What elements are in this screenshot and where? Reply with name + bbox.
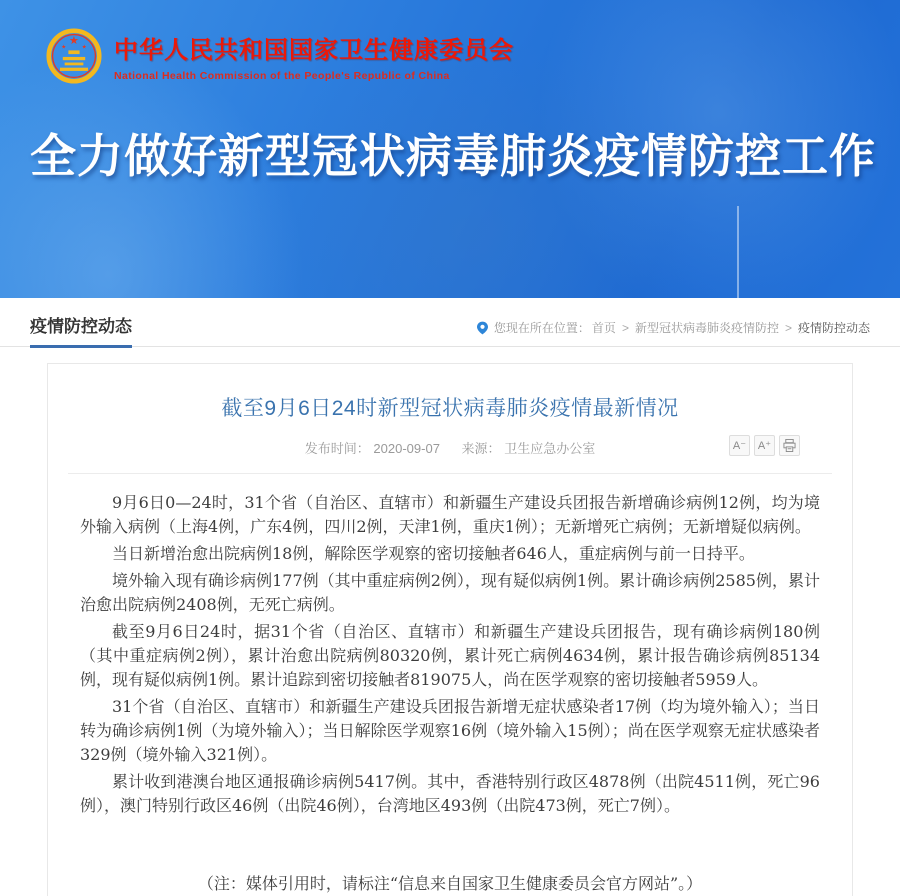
font-increase-button[interactable]: A⁺ xyxy=(754,435,775,456)
site-logo[interactable] xyxy=(46,26,514,86)
breadcrumb-home[interactable]: 首页 xyxy=(591,321,616,335)
banner-decoration-pole xyxy=(737,206,739,298)
site-banner xyxy=(0,0,900,298)
breadcrumb-prefix: 您现在所在位置： xyxy=(493,321,590,335)
source-value: 卫生应急办公室 xyxy=(504,441,596,456)
divider xyxy=(68,473,832,474)
paragraph-6: 累计收到港澳台地区通报确诊病例5417例。其中，香港特别行政区4878例（出院4511例，死亡96例），澳门特别行政区46例（出院46例），台湾地区493例（出院473例，死亡7例）。 xyxy=(80,772,820,815)
tab-epidemic-updates[interactable]: 疫情防控动态 xyxy=(30,312,132,348)
source-label: 来源： xyxy=(461,441,501,456)
breadcrumb-separator: > xyxy=(784,320,792,335)
publish-time-label: 发布时间： xyxy=(304,441,370,456)
national-emblem-icon xyxy=(46,26,102,86)
paragraph-2: 当日新增治愈出院病例18例，解除医学观察的密切接触者646人，重症病例与前一日持平。 xyxy=(112,544,755,563)
paragraph-5: 31个省（自治区、直辖市）和新疆生产建设兵团报告新增无症状感染者17例（均为境外输入）；当日转为确诊病例1例（为境外输入）；当日解除医学观察16例（境外输入15例）；尚在医学观察无症状感染者329例（境外输入321例）。 xyxy=(80,697,820,764)
site-text xyxy=(114,30,514,82)
location-pin-icon xyxy=(477,321,488,335)
font-decrease-button[interactable]: A⁻ xyxy=(729,435,750,456)
svg-text:★: ★ xyxy=(68,34,80,47)
article-container xyxy=(47,363,853,896)
svg-text:★: ★ xyxy=(61,44,67,51)
svg-text:★: ★ xyxy=(81,44,87,51)
paragraph-1: 9月6日0—24时，31个省（自治区、直辖市）和新疆生产建设兵团报告新增确诊病例12例，均为境外输入病例（上海4例，广东4例，四川2例，天津1例，重庆1例）；无新增死亡病例；无新增疑似病例。 xyxy=(80,493,820,536)
breadcrumb-covid-section[interactable]: 新型冠状病毒肺炎疫情防控 xyxy=(634,321,779,335)
publish-time-value: 2020-09-07 xyxy=(373,441,440,456)
citation-note: （注：媒体引用时，请标注“信息来自国家卫生健康委员会官方网站”。） xyxy=(197,874,703,893)
banner-headline: 全力做好新型冠状病毒肺炎疫情防控工作 xyxy=(30,130,876,182)
print-button[interactable] xyxy=(779,435,800,456)
section-bar xyxy=(0,307,900,347)
breadcrumb-current[interactable]: 疫情防控动态 xyxy=(797,321,870,335)
article-tools xyxy=(729,435,800,456)
paragraph-3: 境外输入现有确诊病例177例（其中重症病例2例），现有疑似病例1例。累计确诊病例2585例，累计治愈出院病例2408例，无死亡病例。 xyxy=(80,571,820,614)
site-subtitle: National Health Commission of the People's Republic of China xyxy=(114,70,450,82)
article-body xyxy=(66,491,834,896)
breadcrumb-separator: > xyxy=(621,320,629,335)
breadcrumb xyxy=(477,319,872,336)
article-title: 截至9月6日24时新型冠状病毒肺炎疫情最新情况 xyxy=(221,397,679,420)
article-meta xyxy=(66,438,834,460)
paragraph-4: 截至9月6日24时，据31个省（自治区、直辖市）和新疆生产建设兵团报告，现有确诊病例180例（其中重症病例2例），累计治愈出院病例80320例，累计死亡病例4634例，累计报告确诊病例85134例，现有疑似病例1例。累计追踪到密切接触者819075人，尚在医学观察的密切接触者5959人。 xyxy=(80,622,820,689)
site-title: 中华人民共和国国家卫生健康委员会 xyxy=(114,37,514,64)
